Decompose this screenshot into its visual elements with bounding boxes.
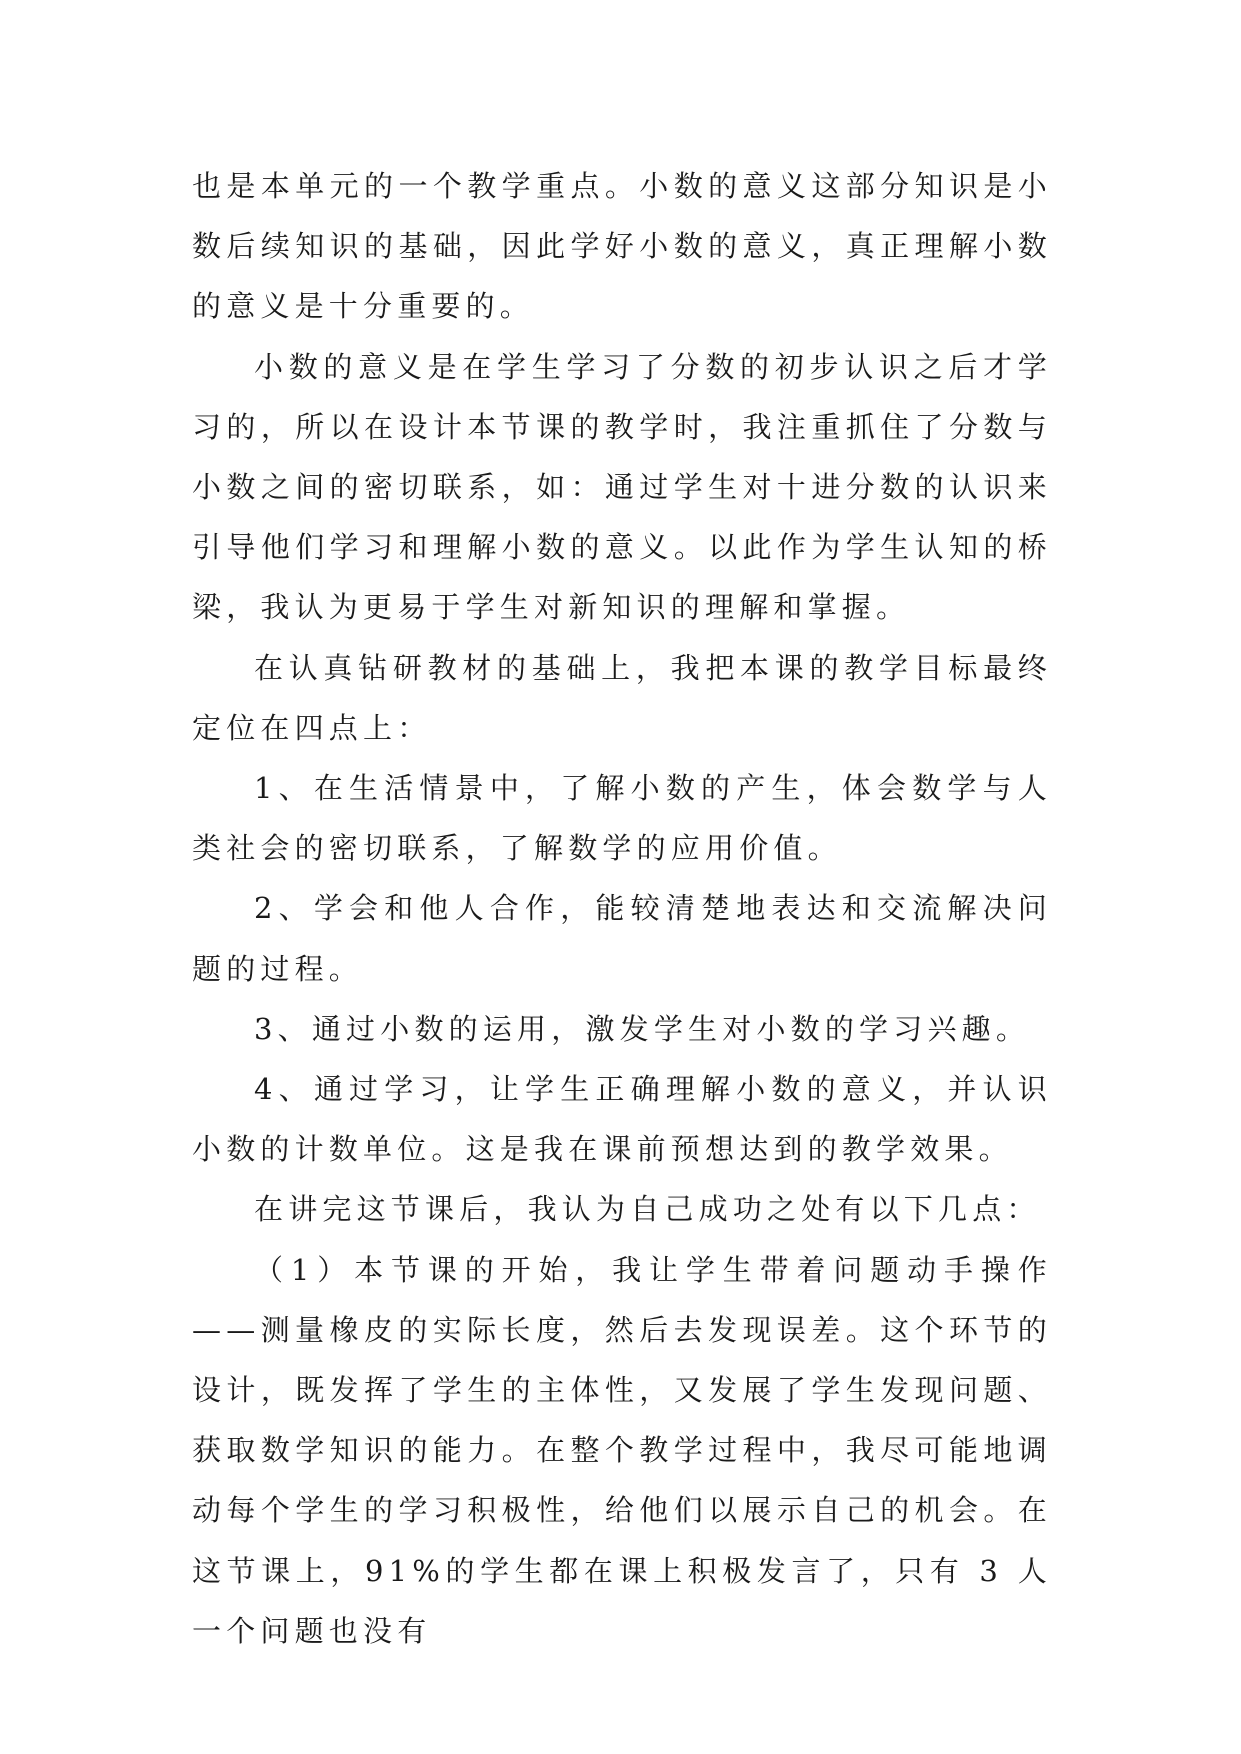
- paragraph: 在认真钻研教材的基础上，我把本课的教学目标最终定位在四点上：: [192, 650, 1052, 745]
- paragraph: 在讲完这节课后，我认为自己成功之处有以下几点：: [254, 1192, 1041, 1227]
- paragraph: 2、学会和他人合作，能较清楚地表达和交流解决问题的过程。: [192, 891, 1052, 986]
- paragraph: （1）本节课的开始，我让学生带着问题动手操作——测量橡皮的实际长度，然后去发现误差。这个环节的设计，既发挥了学生的主体性，又发展了学生发现问题、获取数学知识的能力。在整个教学过程中，我尽可能地调动每个学生的学习积极性，给他们以展示自己的机会。在这节课上，91%的学生都在课上积极发言了，只有 3 人一个问题也没有: [192, 1252, 1052, 1648]
- paragraph: 4、通过学习，让学生正确理解小数的意义，并认识小数的计数单位。这是我在课前预想达到的教学效果。: [192, 1072, 1052, 1167]
- paragraph: 3、通过小数的运用，激发学生对小数的学习兴趣。: [254, 1011, 1031, 1046]
- paragraph: 也是本单元的一个教学重点。小数的意义这部分知识是小数后续知识的基础，因此学好小数的意义，真正理解小数的意义是十分重要的。: [192, 169, 1052, 324]
- paragraph: 小数的意义是在学生学习了分数的初步认识之后才学习的，所以在设计本节课的教学时，我注重抓住了分数与小数之间的密切联系，如：通过学生对十进分数的认识来引导他们学习和理解小数的意义。以此作为学生认知的桥梁，我认为更易于学生对新知识的理解和掌握。: [192, 349, 1052, 625]
- paragraph: 1、在生活情景中，了解小数的产生，体会数学与人类社会的密切联系，了解数学的应用价值。: [192, 771, 1052, 866]
- document-body: [192, 156, 1052, 1661]
